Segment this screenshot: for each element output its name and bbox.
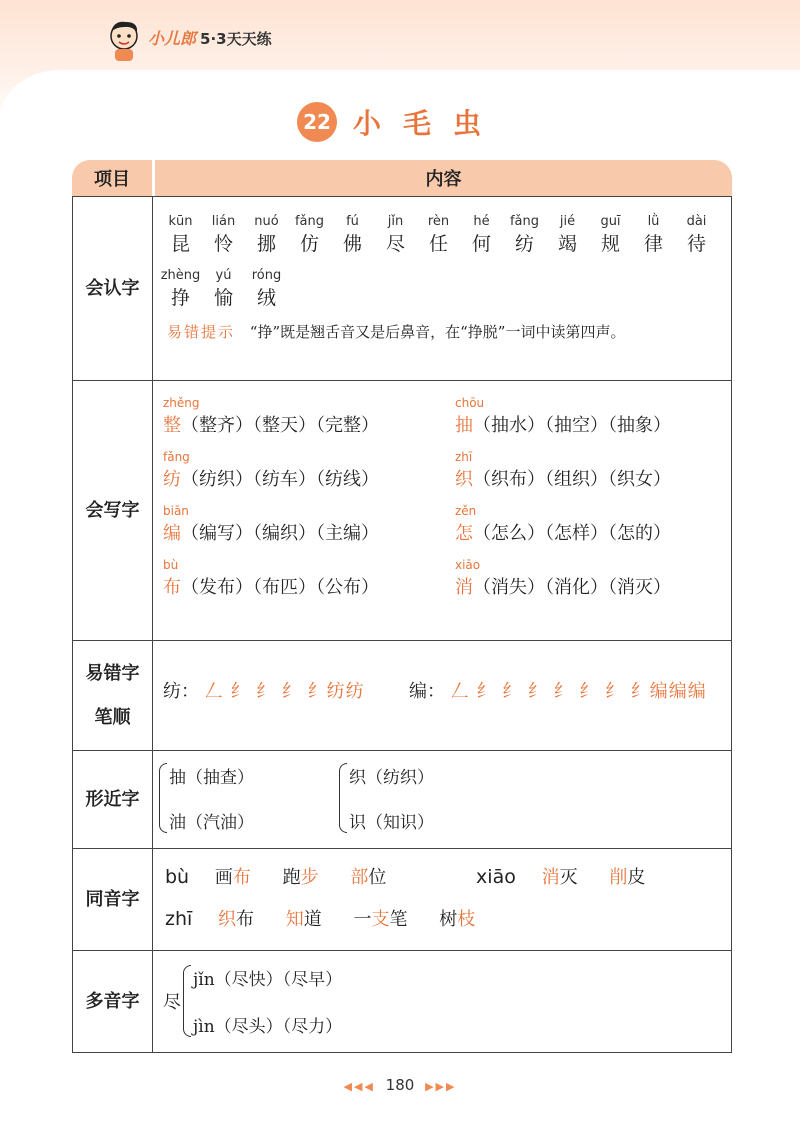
pinyin: xiāo [455, 558, 481, 572]
homophone-word: 知道 [285, 909, 322, 930]
homophone-word: 树枝 [439, 909, 476, 930]
write-item [455, 449, 671, 495]
example-words: （发布）（布匹）（公布） [181, 577, 379, 598]
polyphone-reading: jǐn（尽快）（尽早） [193, 970, 343, 990]
tip-label: 易错提示 [167, 323, 236, 341]
char-with-pinyin [374, 213, 417, 257]
write-line [455, 573, 671, 603]
pinyin: zhèng [160, 268, 201, 283]
char-with-pinyin [460, 213, 503, 257]
vocab-table [72, 160, 732, 1053]
hanzi: 织 [455, 469, 473, 490]
stroke-bian-steps: 𠃋 纟 纟 纟 纟 纟 纟 纟编编编 [450, 681, 707, 702]
pinyin: biān [163, 504, 189, 518]
homophone-word: 一支笔 [353, 909, 408, 930]
char-with-pinyin [159, 267, 202, 311]
row-label-line-1: 易错字 [85, 662, 140, 684]
homophone-word: 消灭 [541, 867, 578, 888]
pinyin: fú [346, 214, 359, 229]
polyphone-readings [193, 965, 342, 1037]
homophone-line-2 [165, 905, 501, 931]
row-label-line-2: 笔顺 [94, 706, 131, 728]
row-label: 多音字 [73, 951, 153, 1052]
write-item [455, 395, 671, 441]
char-with-pinyin [288, 213, 331, 257]
row-homophone [73, 848, 731, 950]
hanzi: 佛 [342, 233, 362, 255]
hanzi: 布 [163, 577, 181, 598]
brace-icon [339, 763, 347, 833]
write-line [163, 519, 455, 549]
pinyin: chōu [455, 396, 485, 410]
page-number: 180 [385, 1076, 415, 1094]
lesson-number: 22 [297, 102, 337, 142]
hanzi: 挣 [170, 287, 190, 309]
pinyin: jié [559, 214, 576, 229]
pinyin: rèn [427, 214, 450, 229]
example-words: （怎么）（怎样）（怎的） [473, 523, 671, 544]
pinyin: róng [251, 268, 282, 283]
homophone-pinyin: bù [165, 866, 190, 888]
pinyin: kūn [168, 214, 193, 229]
brace-icon [159, 763, 167, 833]
polyphone-group [163, 965, 342, 1037]
stroke-fang [163, 677, 365, 703]
char-with-pinyin [546, 213, 589, 257]
hanzi: 昆 [170, 233, 190, 255]
stroke-fang-label: 纺： [163, 681, 199, 702]
char-with-pinyin [159, 213, 202, 257]
header-item: 项目 [72, 160, 152, 196]
stroke-bian-label: 编： [409, 681, 445, 702]
hanzi: 纺 [514, 233, 534, 255]
similar-group-2-items [349, 763, 434, 833]
homophone-pinyin: xiāo [476, 866, 516, 888]
row-label: 同音字 [73, 849, 153, 950]
hanzi: 怜 [213, 233, 233, 255]
pinyin: zěn [455, 504, 477, 518]
example-words: （消失）（消化）（消灭） [473, 577, 671, 598]
write-line [455, 411, 671, 441]
brand-name: 小儿郎 [148, 29, 197, 48]
pinyin: yú [215, 268, 232, 283]
write-content [153, 381, 731, 640]
char-with-pinyin [632, 213, 675, 257]
write-line [455, 519, 671, 549]
hanzi: 律 [643, 233, 663, 255]
char-with-pinyin [245, 213, 288, 257]
hanzi: 怎 [455, 523, 473, 544]
hanzi: 何 [471, 233, 491, 255]
row-polyphone [73, 950, 731, 1052]
brace-icon [183, 965, 191, 1037]
char-with-pinyin [202, 267, 245, 311]
pinyin: fǎng [294, 214, 325, 229]
example-words: （整齐）（整天）（完整） [181, 415, 379, 436]
char-with-pinyin [589, 213, 632, 257]
similar-group-1 [159, 763, 254, 833]
pinyin: jǐn [387, 214, 404, 229]
hanzi: 仿 [299, 233, 319, 255]
recognize-line-2 [159, 267, 731, 311]
hanzi: 整 [163, 415, 181, 436]
hanzi: 待 [686, 233, 706, 255]
similar-word: 识（知识） [349, 813, 434, 833]
char-with-pinyin [245, 267, 288, 311]
row-label: 会写字 [73, 381, 153, 640]
char-with-pinyin [675, 213, 718, 257]
polyphone-char: 尽 [163, 992, 181, 1013]
example-words: （编写）（编织）（主编） [181, 523, 379, 544]
similar-word: 油（汽油） [169, 813, 254, 833]
recognize-content [153, 197, 731, 380]
homophone-pinyin: zhī [165, 908, 193, 930]
example-words: （抽水）（抽空）（抽象） [473, 415, 671, 436]
write-item [163, 449, 455, 495]
row-recognize [73, 196, 731, 380]
polyphone-reading: jìn（尽头）（尽力） [193, 1017, 343, 1037]
homophone-word: 部位 [350, 867, 387, 888]
homophone-content [153, 849, 731, 950]
row-write [73, 380, 731, 640]
pinyin: zhěng [163, 396, 200, 410]
boy-mascot-icon [104, 18, 144, 62]
hanzi: 消 [455, 577, 473, 598]
pinyin: fǎng [509, 214, 540, 229]
left-arrows-icon: ◀◀◀ [343, 1080, 375, 1093]
example-words: （织布）（组织）（织女） [473, 469, 671, 490]
stroke-fang-steps: 𠃋 纟 纟 纟 纟纺纺 [204, 681, 365, 702]
series-name: 5·3天天练 [200, 30, 272, 48]
tip-text: “挣”既是翘舌音又是后鼻音，在“挣脱”一词中读第四声。 [249, 323, 626, 341]
row-label: 形近字 [73, 751, 153, 848]
write-line [163, 465, 455, 495]
hanzi: 绒 [256, 287, 276, 309]
hanzi: 尽 [385, 233, 405, 255]
strokes-content [153, 641, 731, 750]
pinyin: bù [163, 558, 179, 572]
page-footer [0, 1076, 800, 1094]
similar-word: 织（纺织） [349, 768, 434, 788]
write-grid [153, 381, 731, 603]
pinyin: guī [600, 214, 621, 229]
pinyin: lǜ [647, 214, 660, 229]
hanzi: 规 [600, 233, 620, 255]
row-strokes [73, 640, 731, 750]
homophone-word: 跑步 [282, 867, 319, 888]
pinyin: lián [211, 214, 236, 229]
homophone-word: 画布 [214, 867, 251, 888]
char-with-pinyin [417, 213, 460, 257]
write-item [163, 557, 455, 603]
header-content: 内容 [155, 160, 732, 196]
similar-content [153, 751, 731, 848]
row-label: 会认字 [73, 197, 153, 380]
similar-group-1-items [169, 763, 254, 833]
table-body [72, 196, 732, 1053]
stroke-bian [409, 677, 707, 703]
lesson-title: 小毛虫 [352, 107, 503, 140]
pinyin: zhī [455, 450, 473, 464]
error-tip [159, 321, 731, 342]
polyphone-content [153, 951, 731, 1052]
char-with-pinyin [202, 213, 245, 257]
write-line [455, 465, 671, 495]
lesson-heading [0, 100, 800, 144]
write-item [455, 557, 671, 603]
row-similar [73, 750, 731, 848]
pinyin: dài [686, 214, 707, 229]
char-with-pinyin [503, 213, 546, 257]
write-item [163, 503, 455, 549]
homophone-word: 织布 [218, 909, 255, 930]
hanzi: 抽 [455, 415, 473, 436]
pinyin: fǎng [163, 450, 190, 464]
similar-word: 抽（抽查） [169, 768, 254, 788]
homophone-word: 削皮 [609, 867, 646, 888]
write-line [163, 411, 455, 441]
pinyin: hé [473, 214, 490, 229]
homophone-line-1 [165, 863, 671, 889]
char-with-pinyin [331, 213, 374, 257]
brand [148, 26, 272, 49]
write-item [455, 503, 671, 549]
hanzi: 竭 [557, 233, 577, 255]
write-item [163, 395, 455, 441]
hanzi: 挪 [256, 233, 276, 255]
hanzi: 纺 [163, 469, 181, 490]
hanzi: 愉 [213, 287, 233, 309]
hanzi: 编 [163, 523, 181, 544]
example-words: （纺织）（纺车）（纺线） [181, 469, 379, 490]
table-header [72, 160, 732, 196]
write-line [163, 573, 455, 603]
right-arrows-icon: ▶▶▶ [425, 1080, 457, 1093]
similar-group-2 [339, 763, 434, 833]
pinyin: nuó [254, 214, 279, 229]
recognize-line-1 [159, 213, 731, 257]
row-label [73, 641, 153, 750]
hanzi: 任 [428, 233, 448, 255]
